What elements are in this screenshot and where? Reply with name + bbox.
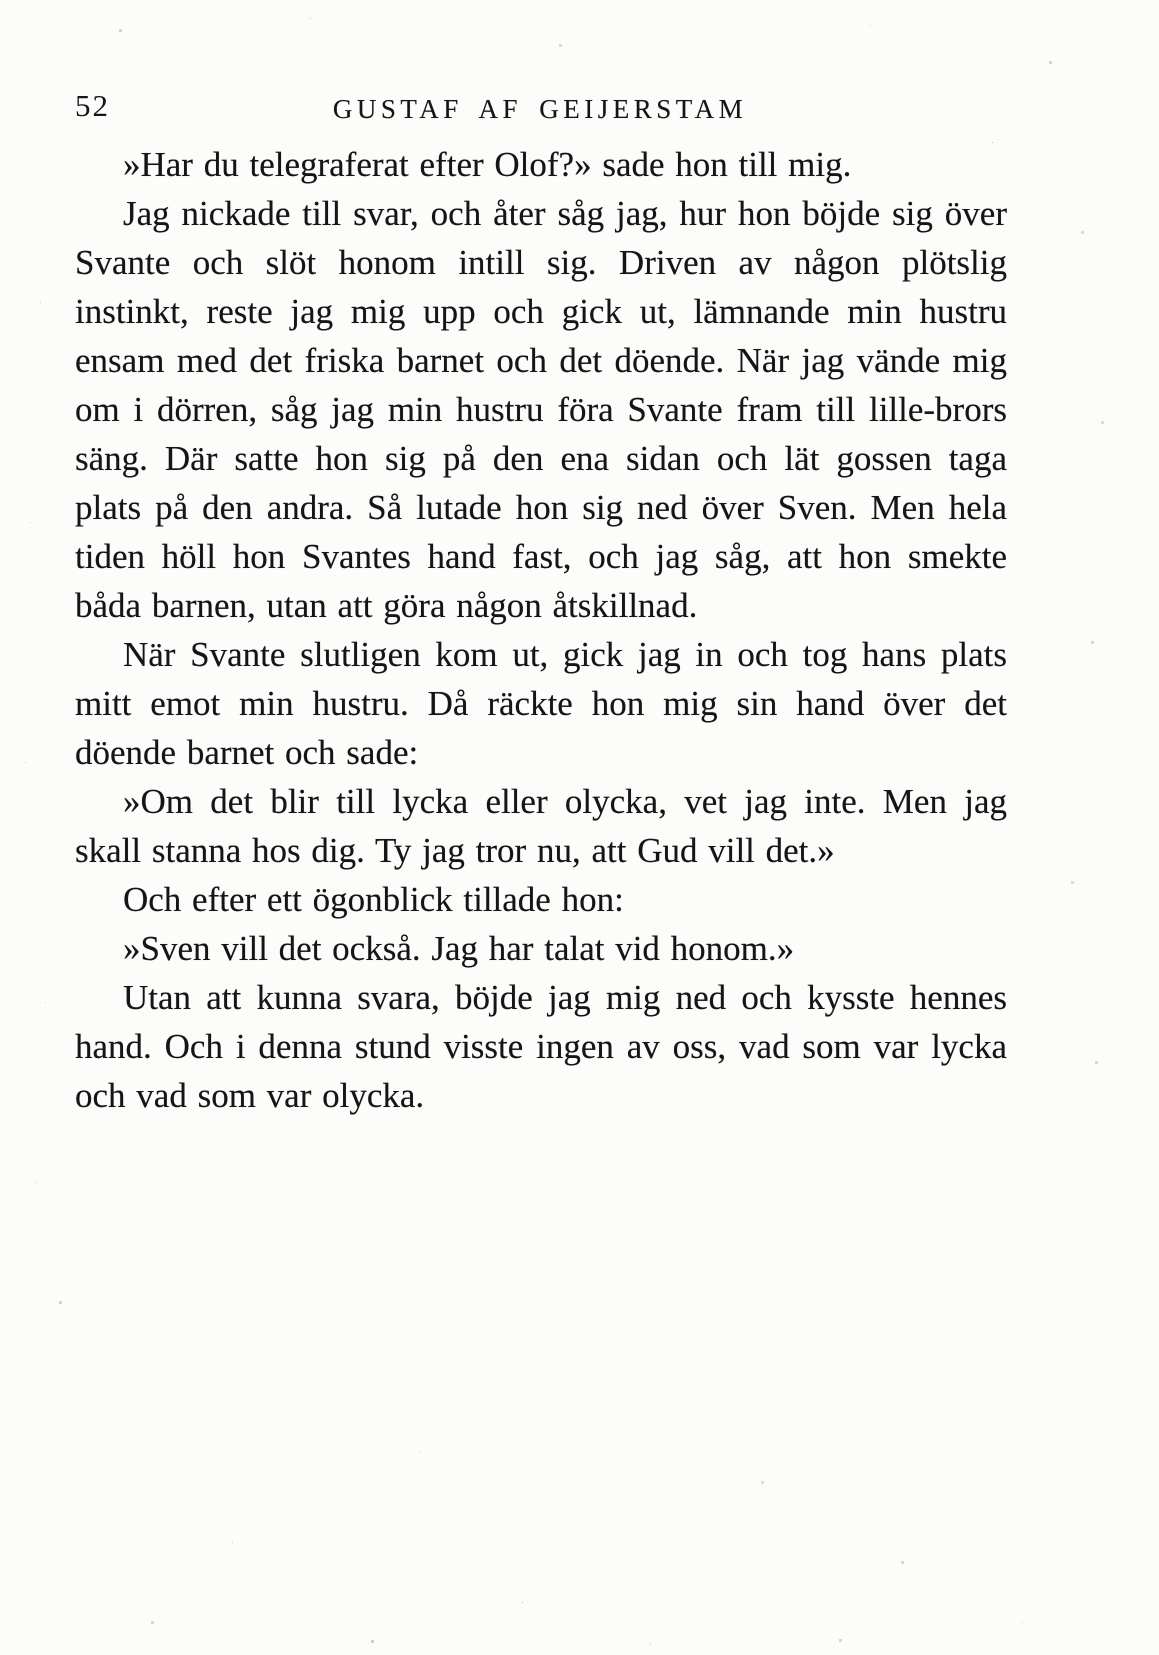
scan-noise bbox=[0, 0, 1, 1]
page-number: 52 bbox=[75, 88, 110, 123]
paragraph: Utan att kunna svara, böjde jag mig ned och kysste hennes hand. Och i denna stund visste ingen av oss, vad som var lycka och vad som var olycka. bbox=[75, 978, 1007, 1115]
paragraph: När Svante slutligen kom ut, gick jag in och tog hans plats mitt emot min hustru. Då räckte hon mig sin hand över det döende barnet och sade: bbox=[75, 635, 1007, 772]
paragraph: »Har du telegraferat efter Olof?» sade hon till mig. bbox=[123, 145, 852, 184]
paragraph: Jag nickade till svar, och åter såg jag, hur hon böjde sig över Svante och slöt honom intill sig. Driven av någon plötslig instinkt, reste jag mig upp och gick ut, lämnande min hustru ensam med det friska barnet och det döende. När jag vände mig om i dörren, såg jag min hustru föra Svante fram till lille-brors säng. Där satte hon sig på den ena sidan och lät gossen taga plats på den andra. Så lutade hon sig ned över Sven. Men hela tiden höll hon Svantes hand fast, och jag såg, att hon smekte båda barnen, utan att göra någon åtskillnad. bbox=[75, 194, 1007, 625]
page-body bbox=[75, 140, 1007, 1120]
paragraph: »Sven vill det också. Jag har talat vid honom.» bbox=[123, 929, 795, 968]
paragraph: Och efter ett ögonblick tillade hon: bbox=[123, 880, 624, 919]
paragraph: »Om det blir till lycka eller olycka, vet jag inte. Men jag skall stanna hos dig. Ty jag tror nu, att Gud vill det.» bbox=[75, 782, 1007, 870]
page-header bbox=[75, 0, 1005, 140]
running-title: GUSTAF AF GEIJERSTAM bbox=[332, 94, 748, 124]
